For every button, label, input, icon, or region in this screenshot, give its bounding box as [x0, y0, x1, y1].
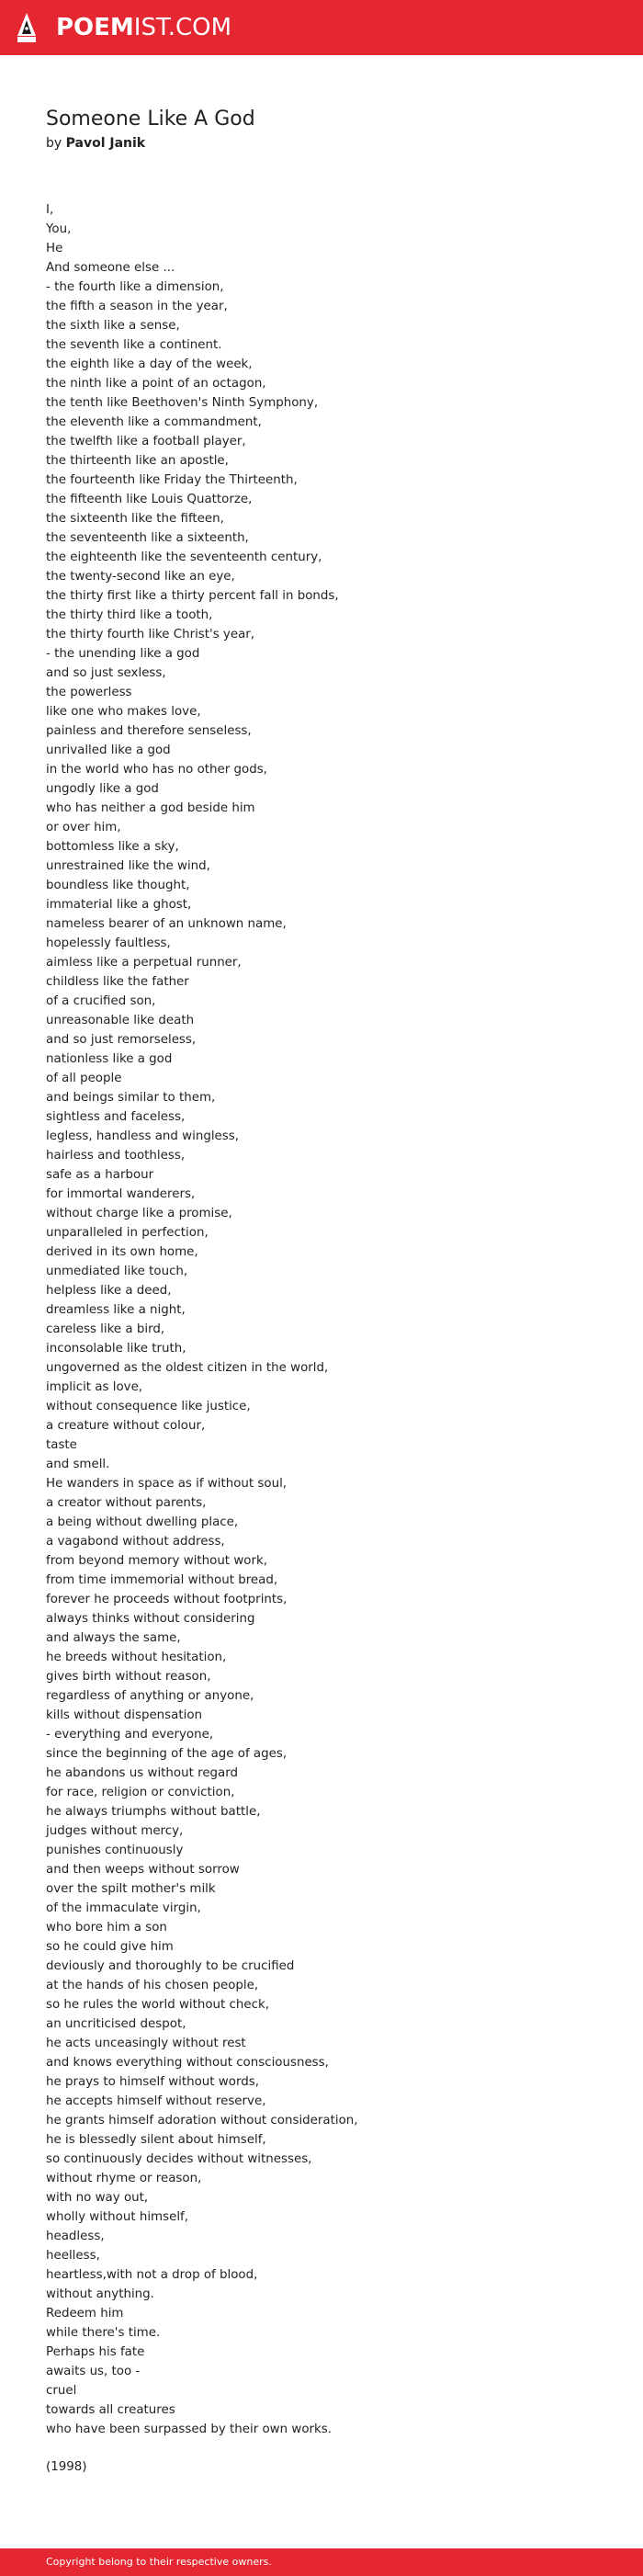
poem-line: unreasonable like death	[46, 1014, 195, 1027]
poem-line: the sixth like a sense,	[46, 319, 180, 333]
poem-line: the fourteenth like Friday the Thirteenth,	[46, 473, 298, 487]
poem-line: hairless and toothless,	[46, 1149, 186, 1163]
poem-line: and always the same,	[46, 1631, 181, 1645]
poem-line: for race, religion or conviction,	[46, 1786, 235, 1799]
poem-line: who bore him a son	[46, 1921, 167, 1935]
poem-line: the tenth like Beethoven's Ninth Symphony,	[46, 396, 319, 410]
poem-line: in the world who has no other gods,	[46, 763, 267, 777]
poem-line: of the immaculate virgin,	[46, 1901, 201, 1915]
poem-line: and smell.	[46, 1458, 110, 1471]
poem-line: over the spilt mother's milk	[46, 1882, 216, 1896]
poem-line: from time immemorial without bread,	[46, 1573, 278, 1587]
poem-line: gives birth without reason,	[46, 1670, 211, 1684]
poem-line: ungoverned as the oldest citizen in the world,	[46, 1361, 329, 1375]
poem-line: or over him,	[46, 821, 121, 834]
poem-line: the thirty fourth like Christ's year,	[46, 628, 255, 641]
copyright-text: Copyright belong to their respective owners.	[46, 2556, 272, 2568]
poem-line: Redeem him	[46, 2307, 124, 2321]
poem-line: Perhaps his fate	[46, 2345, 145, 2359]
poem-line: he acts unceasingly without rest	[46, 2037, 246, 2050]
poem-line: and knows everything without consciousness,	[46, 2056, 329, 2070]
poem-line: without rhyme or reason,	[46, 2172, 202, 2185]
poem-line: towards all creatures	[46, 2403, 175, 2417]
poem-line: helpless like a deed,	[46, 1284, 172, 1298]
poem-line: like one who makes love,	[46, 705, 201, 719]
poem-line: bottomless like a sky,	[46, 840, 179, 854]
poem-line: awaits us, too -	[46, 2365, 141, 2378]
poem-line: He	[46, 242, 63, 255]
poem-line: the twenty-second like an eye,	[46, 570, 235, 584]
poem-line: I,	[46, 203, 54, 217]
pen-nib-icon[interactable]	[17, 12, 37, 43]
poem-line: he abandons us without regard	[46, 1766, 239, 1780]
poem-line: he grants himself adoration without consideration,	[46, 2114, 358, 2128]
poem-line: the powerless	[46, 686, 132, 699]
poem-line: the fifth a season in the year,	[46, 300, 228, 313]
poem-line: who has neither a god beside him	[46, 801, 255, 815]
by-label: by	[46, 136, 62, 151]
poem-line: - the unending like a god	[46, 647, 200, 661]
poem-line: he always triumphs without battle,	[46, 1805, 261, 1819]
site-header	[0, 0, 643, 55]
poem-line: while there's time.	[46, 2326, 161, 2340]
poem-line: an uncriticised despot,	[46, 2017, 186, 2031]
poem-line: forever he proceeds without footprints,	[46, 1593, 288, 1606]
poem-line: so he rules the world without check,	[46, 1998, 270, 2012]
logo-light-text: IST.COM	[133, 14, 232, 41]
site-logo[interactable]	[56, 13, 231, 42]
poem-line: he prays to himself without words,	[46, 2075, 259, 2089]
poem-line: who have been surpassed by their own works.	[46, 2423, 333, 2436]
poem-line: the twelfth like a football player,	[46, 435, 246, 448]
poem-line: taste	[46, 1438, 77, 1452]
poem-line: dreamless like a night,	[46, 1303, 186, 1317]
poem-line: from beyond memory without work,	[46, 1554, 267, 1568]
poem-line: the fifteenth like Louis Quattorze,	[46, 493, 253, 506]
logo-bold-text: POEM	[56, 14, 134, 41]
poem-line: And someone else ...	[46, 261, 175, 275]
poem-line: and then weeps without sorrow	[46, 1863, 240, 1877]
poem-line: at the hands of his chosen people,	[46, 1979, 259, 1992]
author-name[interactable]: Pavol Janik	[65, 136, 146, 151]
poem-line: he breeds without hesitation,	[46, 1651, 227, 1664]
poem-line: childless like the father	[46, 975, 189, 989]
poem-line: painless and therefore senseless,	[46, 724, 252, 738]
poem-line: a being without dwelling place,	[46, 1515, 239, 1529]
poem-line: unmediated like touch,	[46, 1265, 188, 1278]
poem-line: a creature without colour,	[46, 1419, 206, 1433]
poem-line: the thirty third like a tooth,	[46, 608, 213, 622]
poem-line: without anything.	[46, 2287, 154, 2301]
poem-line: He wanders in space as if without soul,	[46, 1477, 288, 1491]
poem-line: he accepts himself without reserve,	[46, 2094, 266, 2108]
poem-line: so he could give him	[46, 1940, 174, 1954]
poem-line: ungodly like a god	[46, 782, 159, 796]
poem-line: a creator without parents,	[46, 1496, 207, 1510]
poem-line: the seventh like a continent.	[46, 338, 222, 352]
poem-line: sightless and faceless,	[46, 1110, 186, 1124]
poem-line: without charge like a promise,	[46, 1207, 232, 1220]
poem-line: immaterial like a ghost,	[46, 898, 192, 912]
poem-line: the thirteenth like an apostle,	[46, 454, 229, 468]
poem-body	[46, 200, 615, 2439]
poem-line: the eighteenth like the seventeenth century,	[46, 550, 322, 564]
poem-line: nationless like a god	[46, 1052, 173, 1066]
poem-line: heelless,	[46, 2249, 100, 2263]
poem-line: careless like a bird,	[46, 1322, 165, 1336]
poem-line: boundless like thought,	[46, 879, 190, 892]
poem-line: of a crucified son,	[46, 994, 156, 1008]
site-footer	[0, 2548, 643, 2576]
poem-year: (1998)	[46, 2460, 87, 2474]
poem-line: so continuously decides without witnesses,	[46, 2152, 312, 2166]
byline	[46, 134, 145, 153]
poem-line: headless,	[46, 2230, 105, 2243]
poem-line: aimless like a perpetual runner,	[46, 956, 242, 970]
poem-line: inconsolable like truth,	[46, 1342, 186, 1356]
poem-line: deviously and thoroughly to be crucified	[46, 1959, 295, 1973]
poem-line: for immortal wanderers,	[46, 1187, 196, 1201]
poem-line: punishes continuously	[46, 1844, 184, 1857]
poem-line: without consequence like justice,	[46, 1400, 251, 1413]
poem-line: judges without mercy,	[46, 1824, 184, 1838]
poem-line: - everything and everyone,	[46, 1728, 214, 1742]
poem-line: the sixteenth like the fifteen,	[46, 512, 224, 526]
poem-line: cruel	[46, 2384, 77, 2398]
poem-line: safe as a harbour	[46, 1168, 154, 1182]
poem-line: the seventeenth like a sixteenth,	[46, 531, 249, 545]
poem-line: unrestrained like the wind,	[46, 859, 210, 873]
poem-line: with no way out,	[46, 2191, 149, 2205]
poem-line: legless, handless and wingless,	[46, 1129, 240, 1143]
poem-line: and so just remorseless,	[46, 1033, 197, 1047]
poem-line: unrivalled like a god	[46, 743, 171, 757]
poem-line: You,	[46, 222, 72, 236]
poem-line: of all people	[46, 1072, 122, 1085]
poem-line: implicit as love,	[46, 1380, 143, 1394]
poem-line: and beings similar to them,	[46, 1091, 216, 1105]
poem-line: kills without dispensation	[46, 1708, 202, 1722]
poem-line: hopelessly faultless,	[46, 936, 171, 950]
poem-line: a vagabond without address,	[46, 1535, 225, 1549]
poem-title: Someone Like A God	[46, 108, 255, 131]
poem-line: and so just sexless,	[46, 666, 166, 680]
poem-line: regardless of anything or anyone,	[46, 1689, 254, 1703]
poem-line: the ninth like a point of an octagon,	[46, 377, 266, 391]
poem-line: unparalleled in perfection,	[46, 1226, 209, 1240]
poem-line: nameless bearer of an unknown name,	[46, 917, 287, 931]
poem-line: heartless,with not a drop of blood,	[46, 2268, 258, 2282]
poem-line: wholly without himself,	[46, 2210, 189, 2224]
poem-line: - the fourth like a dimension,	[46, 280, 224, 294]
poem-line: derived in its own home,	[46, 1245, 198, 1259]
poem-line: he is blessedly silent about himself,	[46, 2133, 266, 2147]
poem-line: the thirty first like a thirty percent fall in bonds,	[46, 589, 339, 603]
poem-line: the eleventh like a commandment,	[46, 415, 262, 429]
poem-line: the eighth like a day of the week,	[46, 357, 253, 371]
poem-line: since the beginning of the age of ages,	[46, 1747, 288, 1761]
poem-line: always thinks without considering	[46, 1612, 255, 1626]
